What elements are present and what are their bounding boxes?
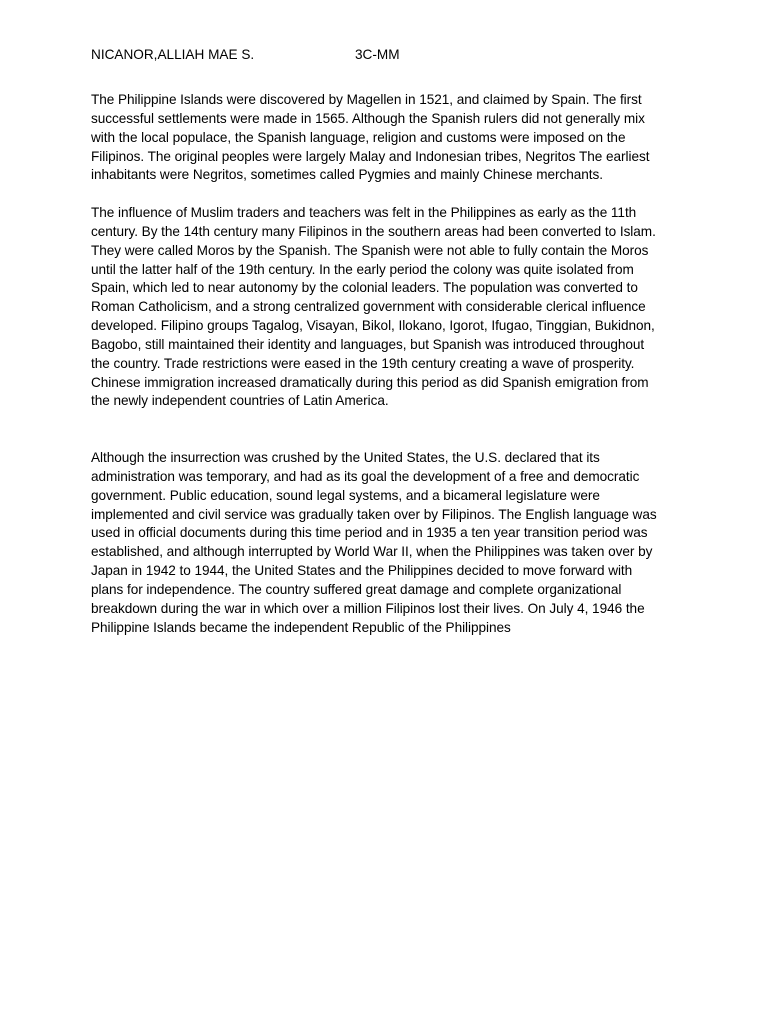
- text-line: implemented and civil service was gradually taken over by Filipinos. The English language was: [91, 506, 657, 522]
- text-line: government. Public education, sound legal systems, and a bicameral legislature were: [91, 487, 600, 503]
- text-line: inhabitants were Negritos, sometimes called Pygmies and mainly Chinese merchants.: [91, 167, 603, 183]
- text-line: the newly independent countries of Latin America.: [91, 393, 389, 409]
- text-line: used in official documents during this time period and in 1935 a ten year transition period was: [91, 525, 648, 541]
- paragraph-1: [91, 91, 677, 185]
- student-name: NICANOR,ALLIAH MAE S.: [91, 47, 255, 62]
- text-line: plans for independence. The country suffered great damage and complete organizational: [91, 581, 622, 597]
- text-line: until the latter half of the 19th century. In the early period the colony was quite isolated from: [91, 261, 634, 277]
- paragraph-3: [91, 449, 677, 637]
- text-line: established, and although interrupted by World War II, when the Philippines was taken over by: [91, 544, 653, 560]
- text-line: The influence of Muslim traders and teachers was felt in the Philippines as early as the 11th: [91, 205, 637, 220]
- paragraph-2: [91, 204, 677, 411]
- text-line: century. By the 14th century many Filipinos in the southern areas had been converted to Islam.: [91, 223, 656, 239]
- text-line: Philippine Islands became the independent Republic of the Philippines: [91, 619, 511, 635]
- text-line: Although the insurrection was crushed by the United States, the U.S. declared that its: [91, 450, 600, 465]
- text-line: Roman Catholicism, and a strong centralized government with considerable clerical influence: [91, 299, 646, 315]
- text-line: The Philippine Islands were discovered by Magellen in 1521, and claimed by Spain. The first: [91, 92, 642, 107]
- text-line: Spain, which led to near autonomy by the colonial leaders. The population was converted to: [91, 280, 638, 296]
- text-line: Japan in 1942 to 1944, the United States and the Philippines decided to move forward with: [91, 563, 633, 579]
- text-line: with the local populace, the Spanish language, religion and customs were imposed on the: [91, 129, 626, 145]
- text-line: administration was temporary, and had as its goal the development of a free and democratic: [91, 468, 640, 484]
- text-line: They were called Moros by the Spanish. The Spanish were not able to fully contain the Moros: [91, 242, 649, 258]
- text-line: Bagobo, still maintained their identity and languages, but Spanish was introduced throughout: [91, 336, 645, 352]
- text-line: Chinese immigration increased dramatically during this period as did Spanish emigration from: [91, 374, 649, 390]
- text-line: the country. Trade restrictions were eased in the 19th century creating a wave of prosperity.: [91, 355, 635, 371]
- text-line: successful settlements were made in 1565. Although the Spanish rulers did not generally mix: [91, 110, 645, 126]
- text-line: developed. Filipino groups Tagalog, Visayan, Bikol, Ilokano, Igorot, Ifugao, Tinggian, Bukidnon,: [91, 318, 655, 334]
- class-section: 3C-MM: [355, 47, 400, 62]
- text-line: breakdown during the war in which over a million Filipinos lost their lives. On July 4, 1946 the: [91, 600, 645, 616]
- text-line: Filipinos. The original peoples were largely Malay and Indonesian tribes, Negritos The earliest: [91, 148, 650, 164]
